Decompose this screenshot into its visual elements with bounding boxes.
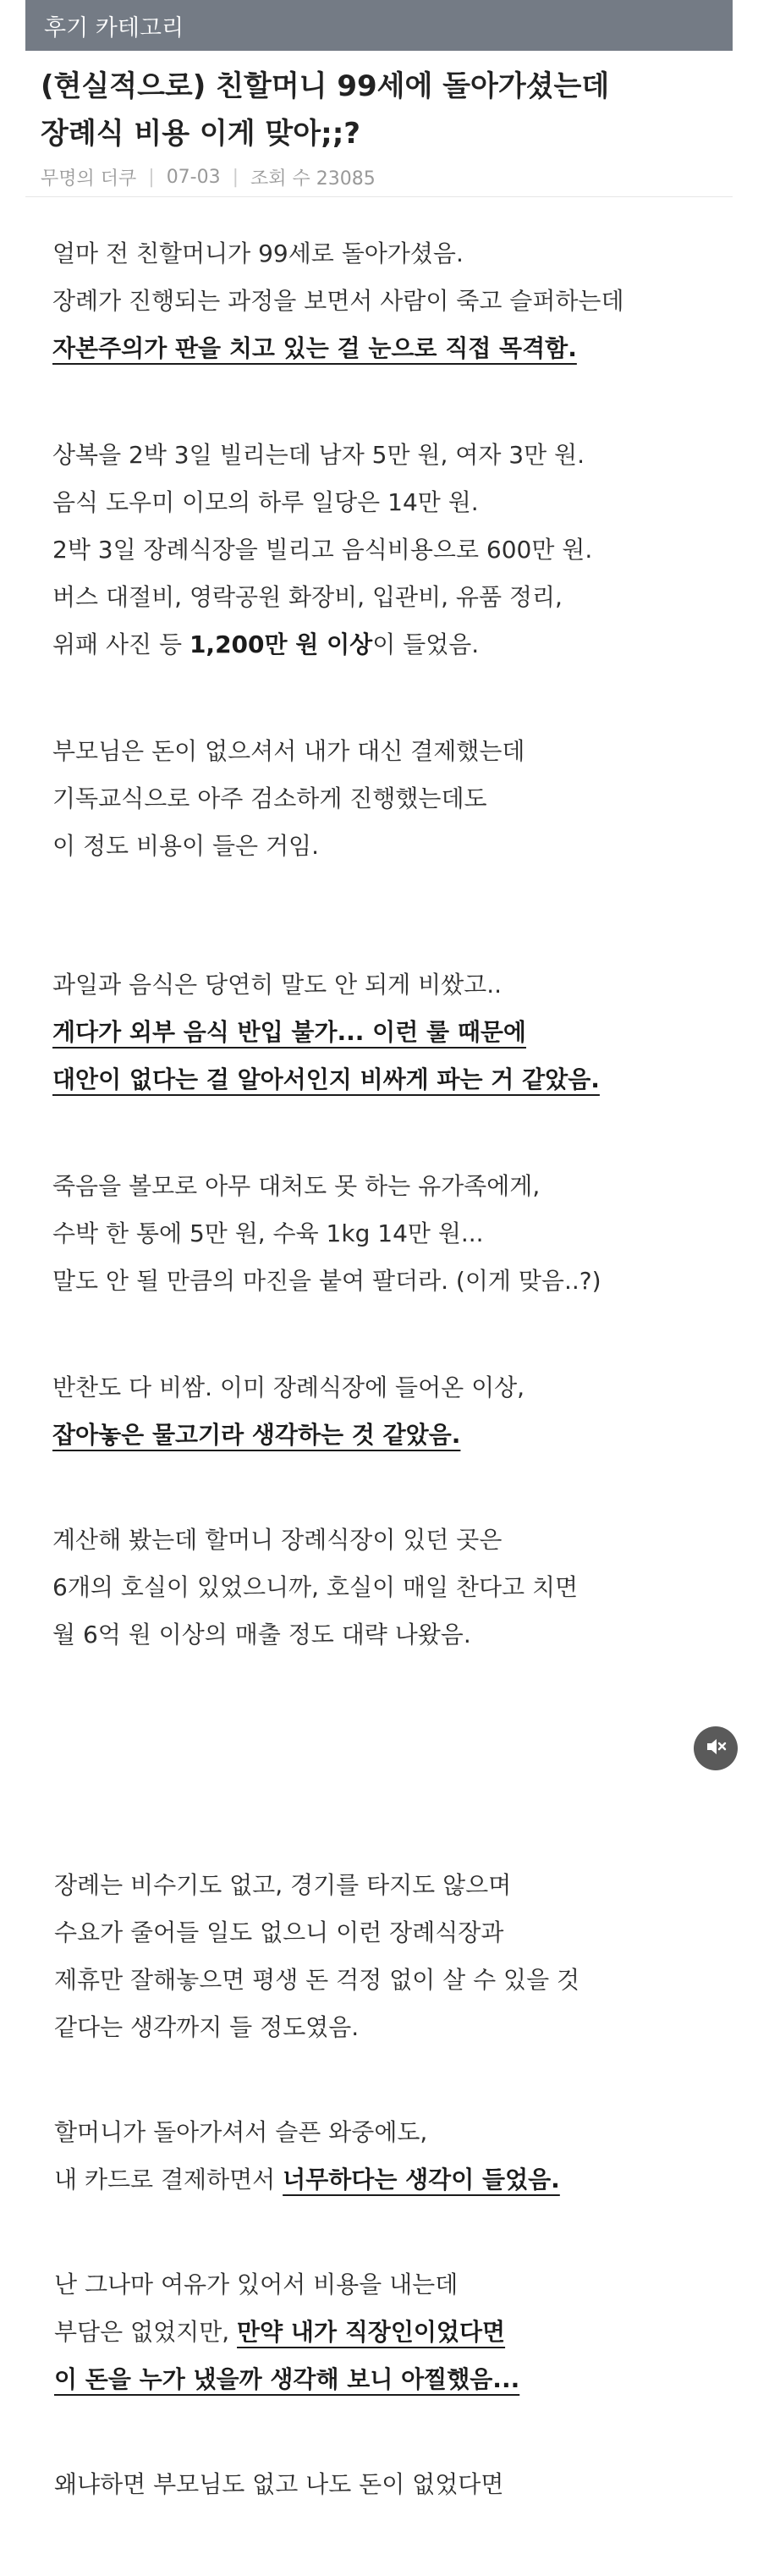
body-line: 음식 도우미 이모의 하루 일당은 14만 원.	[52, 488, 479, 516]
body-line: 수박 한 통에 5만 원, 수육 1kg 14만 원...	[52, 1219, 484, 1247]
body-line: 과일과 음식은 당연히 말도 안 되게 비쌌고..	[52, 971, 503, 999]
body-line: 부모님은 돈이 없으셔서 내가 대신 결제했는데	[52, 737, 525, 765]
body-line: 버스 대절비, 영락공원 화장비, 입관비, 유품 정리,	[52, 583, 563, 611]
body-line-emphasis: 자본주의가 판을 치고 있는 걸 눈으로 직접 목격함.	[52, 334, 577, 362]
body-line: 상복을 2박 3일 빌리는데 남자 5만 원, 여자 3만 원.	[52, 441, 585, 469]
emphasis-amount: 1,200만 원 이상	[189, 630, 373, 658]
body-line: 얼마 전 친할머니가 99세로 돌아가셨음.	[52, 239, 464, 267]
body-line: 장례는 비수기도 없고, 경기를 타지도 않으며	[54, 1871, 512, 1899]
body-line: 반찬도 다 비쌈. 이미 장례식장에 들어온 이상,	[52, 1373, 525, 1401]
body-line: 기독교식으로 아주 검소하게 진행했는데도	[52, 784, 487, 812]
body-line: 부담은 없었지만, 만약 내가 직장인이었다면	[54, 2318, 506, 2346]
post-date: 07-03	[166, 167, 221, 188]
body-line: 장례가 진행되는 과정을 보면서 사람이 죽고 슬퍼하는데	[52, 287, 624, 315]
body-line: 위패 사진 등 1,200만 원 이상이 들었음.	[52, 630, 480, 658]
body-line: 6개의 호실이 있었으니까, 호실이 매일 찬다고 치면	[52, 1573, 579, 1601]
body-line-emphasis: 게다가 외부 음식 반입 불가... 이런 룰 때문에	[52, 1018, 526, 1046]
emphasis-text: 만약 내가 직장인이었다면	[237, 2318, 506, 2346]
body-line-emphasis: 대안이 없다는 걸 알아서인지 비싸게 파는 거 같았음.	[52, 1065, 600, 1093]
body-line: 월 6억 원 이상의 매출 정도 대략 나왔음.	[52, 1621, 471, 1649]
body-line: 할머니가 돌아가셔서 슬픈 와중에도,	[54, 2118, 428, 2146]
category-label: 후기 카테고리	[44, 14, 184, 41]
body-line: 이 정도 비용이 들은 거임.	[52, 832, 319, 860]
post-title: (현실적으로) 친할머니 99세에 돌아가셨는데 장례식 비용 이게 맞아;;?	[41, 69, 610, 151]
body-line: 내 카드로 결제하면서 너무하다는 생각이 들었음.	[54, 2166, 560, 2193]
body-line: 제휴만 잘해놓으면 평생 돈 걱정 없이 살 수 있을 것	[54, 1966, 580, 1994]
body-line-emphasis: 이 돈을 누가 냈을까 생각해 보니 아찔했음...	[54, 2365, 520, 2393]
body-line-emphasis: 잡아놓은 물고기라 생각하는 것 같았음.	[52, 1421, 461, 1449]
body-line: 말도 안 될 만큼의 마진을 붙여 팔더라. (이게 맞음..?)	[52, 1267, 601, 1295]
view-count: 조회 수 23085	[250, 168, 376, 190]
meta-divider: |	[148, 167, 155, 188]
body-line: 수요가 줄어들 일도 없으니 이런 장례식장과	[54, 1918, 504, 1946]
body-line: 2박 3일 장례식장을 빌리고 음식비용으로 600만 원.	[52, 536, 593, 564]
body-line: 왜냐하면 부모님도 없고 나도 돈이 없었다면	[54, 2470, 504, 2498]
author-name[interactable]: 무명의 더쿠	[41, 168, 137, 190]
body-line: 같다는 생각까지 들 정도였음.	[54, 2013, 360, 2041]
body-line: 난 그나마 여유가 있어서 비용을 내는데	[54, 2271, 459, 2298]
body-line: 계산해 봤는데 할머니 장례식장이 있던 곳은	[52, 1526, 503, 1554]
body-line: 죽음을 볼모로 아무 대처도 못 하는 유가족에게,	[52, 1172, 541, 1200]
emphasis-text: 너무하다는 생각이 들었음.	[283, 2166, 560, 2193]
meta-divider: |	[232, 167, 239, 188]
